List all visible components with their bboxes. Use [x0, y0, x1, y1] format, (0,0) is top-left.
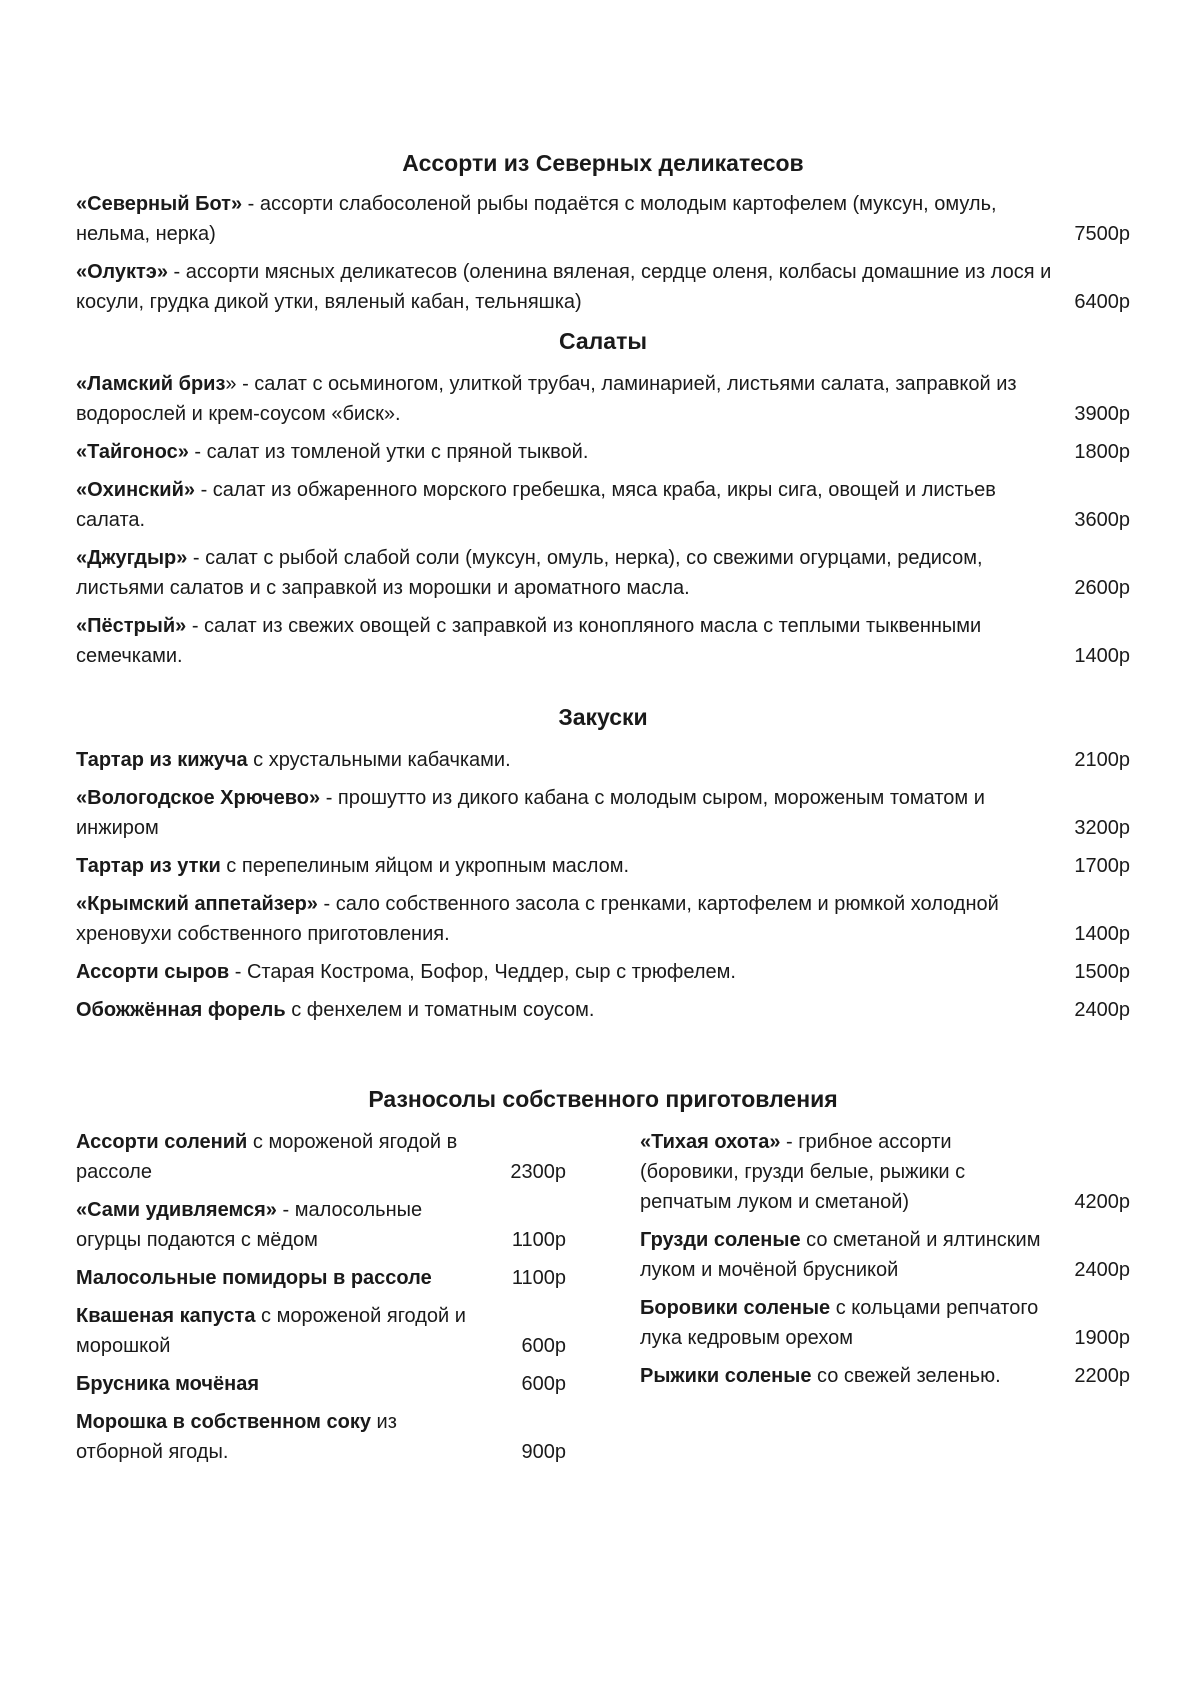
menu-item	[76, 745, 1130, 775]
item-price: 900р	[521, 1441, 566, 1463]
item-price: 1400р	[1074, 923, 1130, 945]
item-price: 1800р	[1074, 441, 1130, 463]
item-name: «Тихая охота»	[640, 1131, 781, 1153]
item-name: Рыжики соленые	[640, 1365, 812, 1387]
item-name: «Крымский аппетайзер»	[76, 893, 318, 915]
menu-item	[76, 1301, 566, 1361]
menu-item	[76, 957, 1130, 987]
item-desc: с мороженой ягодой в рассоле	[76, 1131, 458, 1183]
item-name: «Тайгонос»	[76, 441, 189, 463]
item-price: 3900р	[1074, 403, 1130, 425]
item-name: Квашеная капуста	[76, 1305, 256, 1327]
menu-item	[76, 437, 1130, 467]
menu-item	[76, 1263, 566, 1293]
item-name: Обожжённая форель	[76, 999, 286, 1021]
section-appetizers	[76, 704, 1130, 1025]
item-desc: с перепелиным яйцом и укропным маслом.	[220, 855, 630, 877]
menu-item	[76, 783, 1130, 843]
item-desc: - Старая Кострома, Бофор, Чеддер, сыр с трюфелем.	[229, 961, 736, 983]
menu-item	[76, 1195, 566, 1255]
item-name: «Ламский бриз	[76, 373, 226, 395]
item-name: Ассорти сыров	[76, 961, 230, 983]
pickles-left-column	[76, 1127, 566, 1467]
menu-item	[640, 1225, 1130, 1285]
item-desc: с кольцами репчатого лука кедровым орехом	[640, 1297, 1039, 1349]
menu-item	[76, 851, 1130, 881]
item-name: «Джугдыр»	[76, 547, 188, 569]
item-name: Брусника мочёная	[76, 1373, 259, 1395]
item-desc: - салат из обжаренного морского гребешка, мяса краба, икры сига, овощей и листьев салата.	[76, 479, 996, 531]
item-price: 1400р	[1074, 645, 1130, 667]
item-name: Грузди соленые	[640, 1229, 801, 1251]
item-desc: - салат из свежих овощей с заправкой из конопляного масла с теплыми тыквенными семечками.	[76, 615, 982, 667]
item-desc: из отборной ягоды.	[76, 1411, 397, 1463]
item-name: Тартар из утки	[76, 855, 221, 877]
item-price: 600р	[521, 1335, 566, 1357]
menu-item	[76, 995, 1130, 1025]
section-northern-delicacies	[76, 150, 1130, 317]
item-desc: - малосольные огурцы подаются с мёдом	[76, 1199, 423, 1251]
item-price: 7500р	[1074, 223, 1130, 245]
pickles-right-column	[640, 1127, 1130, 1467]
item-price: 4200р	[1074, 1191, 1130, 1213]
item-price: 2100р	[1074, 749, 1130, 771]
item-name: Малосольные помидоры в рассоле	[76, 1267, 432, 1289]
item-price: 2300р	[510, 1161, 566, 1183]
menu-item	[76, 475, 1130, 535]
item-desc: со сметаной и ялтинским луком и мочёной брусникой	[640, 1229, 1041, 1281]
menu-item	[76, 257, 1130, 317]
item-name: Тартар из кижуча	[76, 749, 248, 771]
item-price: 3600р	[1074, 509, 1130, 531]
item-price: 600р	[521, 1373, 566, 1395]
menu-item	[76, 611, 1130, 671]
item-name: Морошка в собственном соку	[76, 1411, 371, 1433]
item-name: «Сами удивляемся»	[76, 1199, 277, 1221]
item-desc: - ассорти мясных деликатесов (оленина вяленая, сердце оленя, колбасы домашние из лося и косули, грудка дикой утки, вяленый кабан, тельняшка)	[76, 261, 1052, 313]
item-price: 1100р	[511, 1267, 566, 1289]
section-title: Разносолы собственного приготовления	[368, 1086, 838, 1112]
item-price: 2600р	[1074, 577, 1130, 599]
item-price: 6400р	[1074, 291, 1130, 313]
item-desc: с хрустальными кабачками.	[247, 749, 511, 771]
menu-item	[640, 1293, 1130, 1353]
item-price: 1900р	[1074, 1327, 1130, 1349]
menu-item	[76, 1407, 566, 1467]
item-name: «Вологодское Хрючево»	[76, 787, 321, 809]
item-desc: - салат с рыбой слабой соли (муксун, омуль, нерка), со свежими огурцами, редисом, листьями салатов и с заправкой из морошки и ароматного масла.	[76, 547, 983, 599]
item-desc: с мороженой ягодой и морошкой	[76, 1305, 466, 1357]
section-title: Закуски	[558, 704, 648, 730]
item-desc: с фенхелем и томатным соусом.	[285, 999, 595, 1021]
item-name: Ассорти солений	[76, 1131, 248, 1153]
menu-item	[76, 1369, 566, 1399]
menu-item	[76, 189, 1130, 249]
item-price: 1700р	[1074, 855, 1130, 877]
item-desc: - грибное ассорти (боровики, грузди белые, рыжики с репчатым луком и сметаной)	[640, 1131, 966, 1213]
item-desc: - прошутто из дикого кабана с молодым сыром, мороженым томатом и инжиром	[76, 787, 985, 839]
item-desc: » - салат с осьминогом, улиткой трубач, ламинарией, листьями салата, заправкой из водорослей и крем-соусом «биск».	[76, 373, 1017, 425]
section-salads	[76, 328, 1130, 671]
item-name: Боровики соленые	[640, 1297, 831, 1319]
menu-item	[76, 369, 1130, 429]
item-price: 1500р	[1074, 961, 1130, 983]
item-price: 2400р	[1074, 999, 1130, 1021]
item-name: «Северный Бот»	[76, 193, 243, 215]
item-price: 2200р	[1074, 1365, 1130, 1387]
section-title: Ассорти из Северных деликатесов	[402, 150, 804, 176]
item-price: 2400р	[1074, 1259, 1130, 1281]
menu-item	[640, 1127, 1130, 1217]
item-name: «Охинский»	[76, 479, 196, 501]
item-desc: - ассорти слабосоленой рыбы подаётся с молодым картофелем (муксун, омуль, нельма, нерка)	[76, 193, 997, 245]
item-price: 1100р	[511, 1229, 566, 1251]
section-pickles	[76, 1086, 1130, 1467]
menu-item	[76, 543, 1130, 603]
item-desc: со свежей зеленью.	[811, 1365, 1001, 1387]
section-title: Салаты	[559, 328, 647, 354]
menu-item	[76, 889, 1130, 949]
item-name: «Олуктэ»	[76, 261, 168, 283]
menu-item	[640, 1361, 1130, 1391]
item-desc: - салат из томленой утки с пряной тыквой.	[188, 441, 589, 463]
item-desc: - сало собственного засола с гренками, картофелем и рюмкой холодной хреновухи собственного приготовления.	[76, 893, 999, 945]
pickles-columns	[76, 1127, 1130, 1467]
item-name: «Пёстрый»	[76, 615, 187, 637]
item-price: 3200р	[1074, 817, 1130, 839]
menu-item	[76, 1127, 566, 1187]
